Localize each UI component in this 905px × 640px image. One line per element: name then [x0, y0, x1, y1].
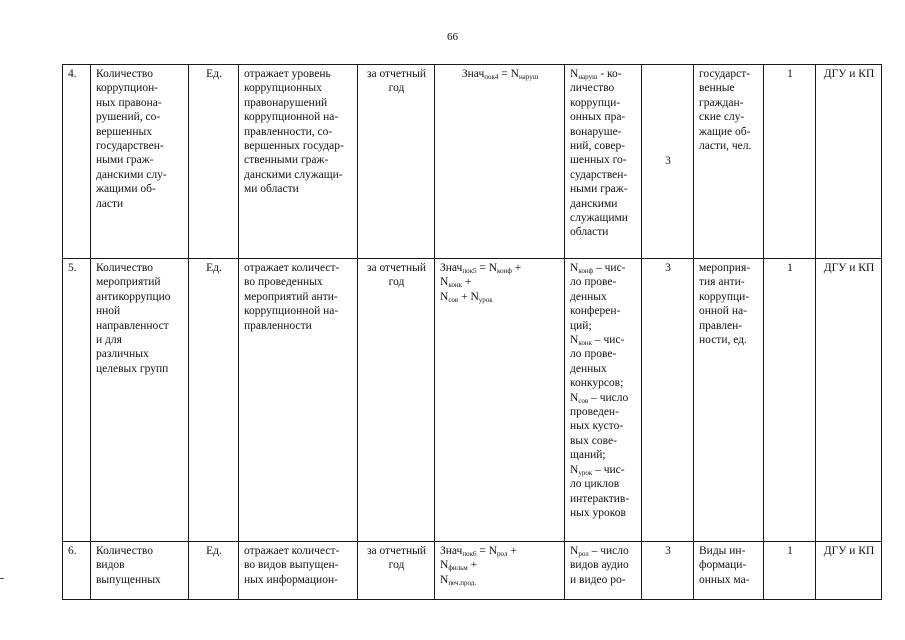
variables-cell: $N_{рол}$ – число видов аудио и видео ро-	[565, 542, 642, 600]
coefficient-cell: 3	[642, 65, 694, 259]
indicator-table	[62, 64, 882, 600]
unit-name-cell: государст- венные граждан- ские слу- жащие об- ласти, чел.	[694, 65, 764, 259]
formula-cell: Знач$_{пок5}$ = $N_{конф}$ + $N_{конк}$ + $N_{сов} + N_{урок}$	[435, 259, 565, 542]
unit-name-cell: Виды ин- формаци- онных ма-	[694, 542, 764, 600]
period-cell: за отчетный год	[358, 65, 435, 259]
coefficient-cell: 3	[642, 259, 694, 542]
coefficient-cell: 3	[642, 542, 694, 600]
formula-cell: Знач$_{пок4}$ = $N_{наруш}$	[435, 65, 565, 259]
variables-cell: $N_{конф} - чис-$ ло прове- денных конферен- ций; $N_{конк} - чис-$ ло прове- денных конкурсов; $N_{сов}$ – число проведен- ных кусто- вых сове- щаний; $N_{урок} - чис-$ ло циклов интерактив- ных уроков	[565, 259, 642, 542]
table-row	[63, 259, 882, 542]
description-cell: отражает уровень коррупционных правонарушений коррупционной на- правленности, со- вершенных государ- ственными граж- данскими служащи- ми области	[239, 65, 358, 259]
unit-name-cell: мероприя- тия анти- коррупци- онной на- правлен- ности, ед.	[694, 259, 764, 542]
row-number: 4.	[63, 65, 91, 259]
formula-cell: Знач$_{пок6}$ = $N_{рол}$ + $N_{фильм}$ + $N_{печ.прод.}$	[435, 542, 565, 600]
variables-cell: $N_{наруш} - ко-$ личество коррупци- онных пра- вонаруше- ний, совер- шенных го- сударствен- ными граж- данскими служащими области	[565, 65, 642, 259]
n-cell: 1	[764, 259, 816, 542]
row-number: 5.	[63, 259, 91, 542]
table-row	[63, 65, 882, 259]
row-number: 6.	[63, 542, 91, 600]
indicator-name: Количество коррупцион- ных правона- рушений, со- вершенных государствен- ными граж- данскими слу- жащими об- ласти	[91, 65, 189, 259]
description-cell: отражает количест- во проведенных мероприятий анти- коррупционной на- правленности	[239, 259, 358, 542]
source-cell: ДГУ и КП	[816, 259, 882, 542]
page-number: 66	[447, 31, 458, 43]
source-cell: ДГУ и КП	[816, 542, 882, 600]
scan-artifact	[0, 578, 4, 579]
description-cell: отражает количест- во видов выпущен- ных информацион-	[239, 542, 358, 600]
unit-cell: Ед.	[189, 259, 239, 542]
period-cell: за отчетный год	[358, 259, 435, 542]
period-cell: за отчетный год	[358, 542, 435, 600]
unit-cell: Ед.	[189, 542, 239, 600]
unit-cell: Ед.	[189, 65, 239, 259]
n-cell: 1	[764, 65, 816, 259]
indicator-name: Количество мероприятий антикоррупцио нной направленност и для различных целевых групп	[91, 259, 189, 542]
indicator-name: Количество видов выпущенных	[91, 542, 189, 600]
source-cell: ДГУ и КП	[816, 65, 882, 259]
table-row	[63, 542, 882, 600]
n-cell: 1	[764, 542, 816, 600]
